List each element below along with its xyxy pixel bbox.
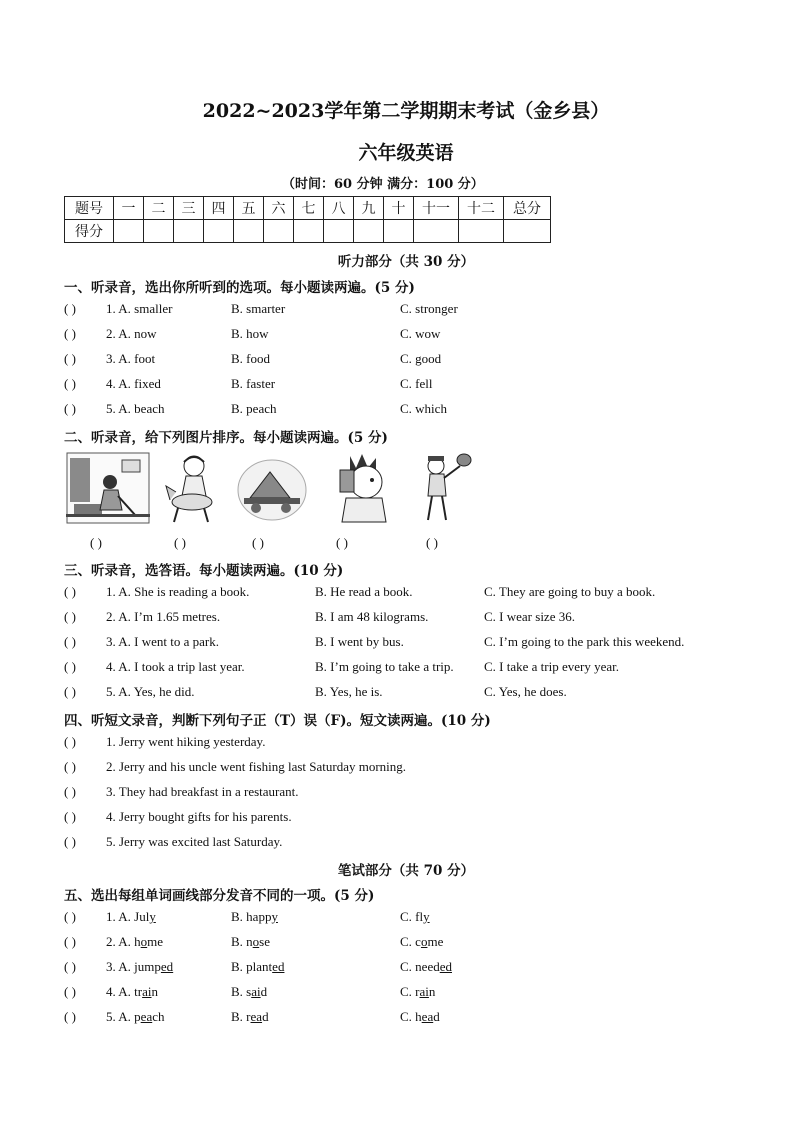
exam-title: 2022~2023学年第二学期期末考试（金乡县） — [202, 100, 610, 122]
option-a: 1. A. She is reading a book. — [106, 584, 250, 599]
option-c: C. fly — [400, 909, 430, 924]
option-b: B. happy — [231, 909, 278, 924]
answer-paren[interactable]: ( ) — [64, 659, 76, 674]
option-b: B. read — [231, 1009, 269, 1024]
score-cell: 十 — [384, 197, 414, 220]
section-1-item — [64, 301, 764, 319]
score-cell: 总分 — [504, 197, 551, 220]
option-b: B. said — [231, 984, 268, 999]
answer-paren[interactable]: ( ) — [64, 609, 76, 624]
score-cell: 七 — [294, 197, 324, 220]
score-cell: 五 — [234, 197, 264, 220]
section-4-heading: 四、听短文录音，判断下列句子正（T）误（F)。短文读两遍。(10 分) — [64, 713, 491, 729]
option-a: 3. A. foot — [106, 351, 156, 366]
score-cell: 八 — [324, 197, 354, 220]
score-input-cell[interactable] — [144, 220, 174, 243]
answer-paren[interactable]: ( ) — [64, 959, 76, 974]
option-c: C. good — [400, 351, 442, 366]
section-1-item — [64, 326, 764, 344]
statement: 5. Jerry was excited last Saturday. — [106, 834, 283, 849]
option-c: C. I take a trip every year. — [484, 659, 619, 674]
picture-girl-riding-toy-horse — [162, 452, 222, 524]
picture-boy-drinking — [320, 452, 404, 524]
option-a: 2. A. now — [106, 326, 157, 341]
option-b: B. Yes, he is. — [315, 684, 383, 699]
answer-paren[interactable]: ( ) — [64, 759, 76, 774]
statement: 2. Jerry and his uncle went fishing last Saturday morning. — [106, 759, 407, 774]
score-input-cell[interactable] — [459, 220, 504, 243]
score-input-cell[interactable] — [204, 220, 234, 243]
answer-paren[interactable]: ( ) — [64, 809, 76, 824]
answer-paren[interactable]: ( ) — [64, 684, 76, 699]
option-c: C. wow — [400, 326, 441, 341]
section-4-item — [64, 834, 764, 852]
option-c: C. Yes, he does. — [484, 684, 567, 699]
score-input-cell[interactable] — [174, 220, 204, 243]
option-b: B. I’m going to take a trip. — [315, 659, 454, 674]
option-b: B. how — [231, 326, 269, 341]
section-1-item — [64, 401, 764, 419]
section-1-heading: 一、听录音，选出你所听到的选项。每小题读两遍。(5 分) — [64, 280, 415, 296]
answer-paren[interactable]: ( ) — [64, 301, 76, 316]
option-a: 3. A. jumped — [106, 959, 174, 974]
picture-order-blank[interactable]: ( ) — [252, 535, 264, 550]
exam-info: （时间：60 分钟 满分：100 分） — [282, 177, 484, 192]
option-c: C. They are going to buy a book. — [484, 584, 656, 599]
score-input-cell[interactable] — [264, 220, 294, 243]
option-b: B. I am 48 kilograms. — [315, 609, 429, 624]
statement: 4. Jerry bought gifts for his parents. — [106, 809, 292, 824]
answer-paren[interactable]: ( ) — [64, 1009, 76, 1024]
score-cell: 十一 — [414, 197, 459, 220]
option-b: B. food — [231, 351, 270, 366]
option-b: B. planted — [231, 959, 285, 974]
option-a: 4. A. train — [106, 984, 159, 999]
section-1-item — [64, 351, 764, 369]
score-table-score-row — [65, 220, 551, 243]
option-c: C. fell — [400, 376, 433, 391]
statement: 3. They had breakfast in a restaurant. — [106, 784, 299, 799]
option-a: 1. A. smaller — [106, 301, 173, 316]
section-3-item — [64, 609, 764, 627]
option-a: 4. A. fixed — [106, 376, 161, 391]
writing-part-heading: 笔试部分（共 70 分） — [337, 863, 475, 879]
score-cell: 得分 — [65, 220, 114, 243]
picture-order-blank[interactable]: ( ) — [174, 535, 186, 550]
answer-paren[interactable]: ( ) — [64, 634, 76, 649]
option-c: C. come — [400, 934, 444, 949]
picture-camping-tent — [236, 452, 308, 524]
score-cell: 十二 — [459, 197, 504, 220]
score-table-header-row — [65, 197, 551, 220]
option-c: C. needed — [400, 959, 452, 974]
option-b: B. nose — [231, 934, 271, 949]
option-b: B. peach — [231, 401, 277, 416]
section-2-heading: 二、听录音，给下列图片排序。每小题读两遍。(5 分) — [64, 430, 388, 446]
section-3-item — [64, 659, 764, 677]
picture-order-blank[interactable]: ( ) — [336, 535, 348, 550]
answer-paren[interactable]: ( ) — [64, 934, 76, 949]
section-4-item — [64, 809, 764, 827]
score-cell: 一 — [114, 197, 144, 220]
score-cell: 二 — [144, 197, 174, 220]
option-a: 5. A. beach — [106, 401, 165, 416]
score-input-cell[interactable] — [384, 220, 414, 243]
score-cell: 六 — [264, 197, 294, 220]
listening-part-heading: 听力部分（共 30 分） — [337, 254, 475, 270]
score-input-cell[interactable] — [114, 220, 144, 243]
option-c: C. which — [400, 401, 447, 416]
answer-paren[interactable]: ( ) — [64, 326, 76, 341]
answer-paren[interactable]: ( ) — [64, 784, 76, 799]
option-a: 5. A. Yes, he did. — [106, 684, 195, 699]
section-3-item — [64, 584, 764, 602]
picture-order-blank[interactable]: ( ) — [426, 535, 438, 550]
answer-paren[interactable]: ( ) — [64, 376, 76, 391]
option-c: C. head — [400, 1009, 440, 1024]
section-3-item — [64, 684, 764, 702]
statement: 1. Jerry went hiking yesterday. — [106, 734, 266, 749]
score-table — [64, 196, 551, 243]
option-a: 3. A. I went to a park. — [106, 634, 220, 649]
section-4-item — [64, 784, 764, 802]
option-a: 5. A. peach — [106, 1009, 165, 1024]
option-b: B. smarter — [231, 301, 286, 316]
section-3-heading: 三、听录音，选答语。每小题读两遍。(10 分) — [64, 563, 344, 579]
score-input-cell[interactable] — [234, 220, 264, 243]
score-input-cell[interactable] — [414, 220, 459, 243]
section-5-item — [64, 909, 764, 927]
option-c: C. rain — [400, 984, 436, 999]
section-5-item — [64, 984, 764, 1002]
picture-girl-cleaning-room — [66, 452, 150, 524]
option-a: 1. A. July — [106, 909, 156, 924]
score-input-cell[interactable] — [504, 220, 551, 243]
picture-boy-with-racket — [418, 452, 474, 524]
option-c: C. I’m going to the park this weekend. — [484, 634, 685, 649]
option-b: B. I went by bus. — [315, 634, 404, 649]
answer-paren[interactable]: ( ) — [64, 734, 76, 749]
option-a: 4. A. I took a trip last year. — [106, 659, 245, 674]
option-b: B. faster — [231, 376, 276, 391]
score-cell: 九 — [354, 197, 384, 220]
option-b: B. He read a book. — [315, 584, 413, 599]
section-5-item — [64, 934, 764, 952]
answer-paren[interactable]: ( ) — [64, 584, 76, 599]
answer-paren[interactable]: ( ) — [64, 984, 76, 999]
answer-paren[interactable]: ( ) — [64, 351, 76, 366]
answer-paren[interactable]: ( ) — [64, 834, 76, 849]
score-cell: 题号 — [65, 197, 114, 220]
answer-paren[interactable]: ( ) — [64, 401, 76, 416]
section-5-item — [64, 959, 764, 977]
score-cell: 四 — [204, 197, 234, 220]
score-input-cell[interactable] — [324, 220, 354, 243]
score-cell: 三 — [174, 197, 204, 220]
option-a: 2. A. home — [106, 934, 164, 949]
option-a: 2. A. I’m 1.65 metres. — [106, 609, 221, 624]
exam-subtitle: 六年级英语 — [358, 142, 454, 164]
option-c: C. stronger — [400, 301, 458, 316]
score-input-cell[interactable] — [294, 220, 324, 243]
section-4-item — [64, 759, 764, 777]
option-c: C. I wear size 36. — [484, 609, 575, 624]
picture-order-blank[interactable]: ( ) — [90, 535, 102, 550]
section-3-item — [64, 634, 764, 652]
section-4-item — [64, 734, 764, 752]
answer-paren[interactable]: ( ) — [64, 909, 76, 924]
score-input-cell[interactable] — [354, 220, 384, 243]
section-1-item — [64, 376, 764, 394]
section-5-heading: 五、选出每组单词画线部分发音不同的一项。(5 分) — [64, 888, 375, 904]
section-5-item — [64, 1009, 764, 1027]
